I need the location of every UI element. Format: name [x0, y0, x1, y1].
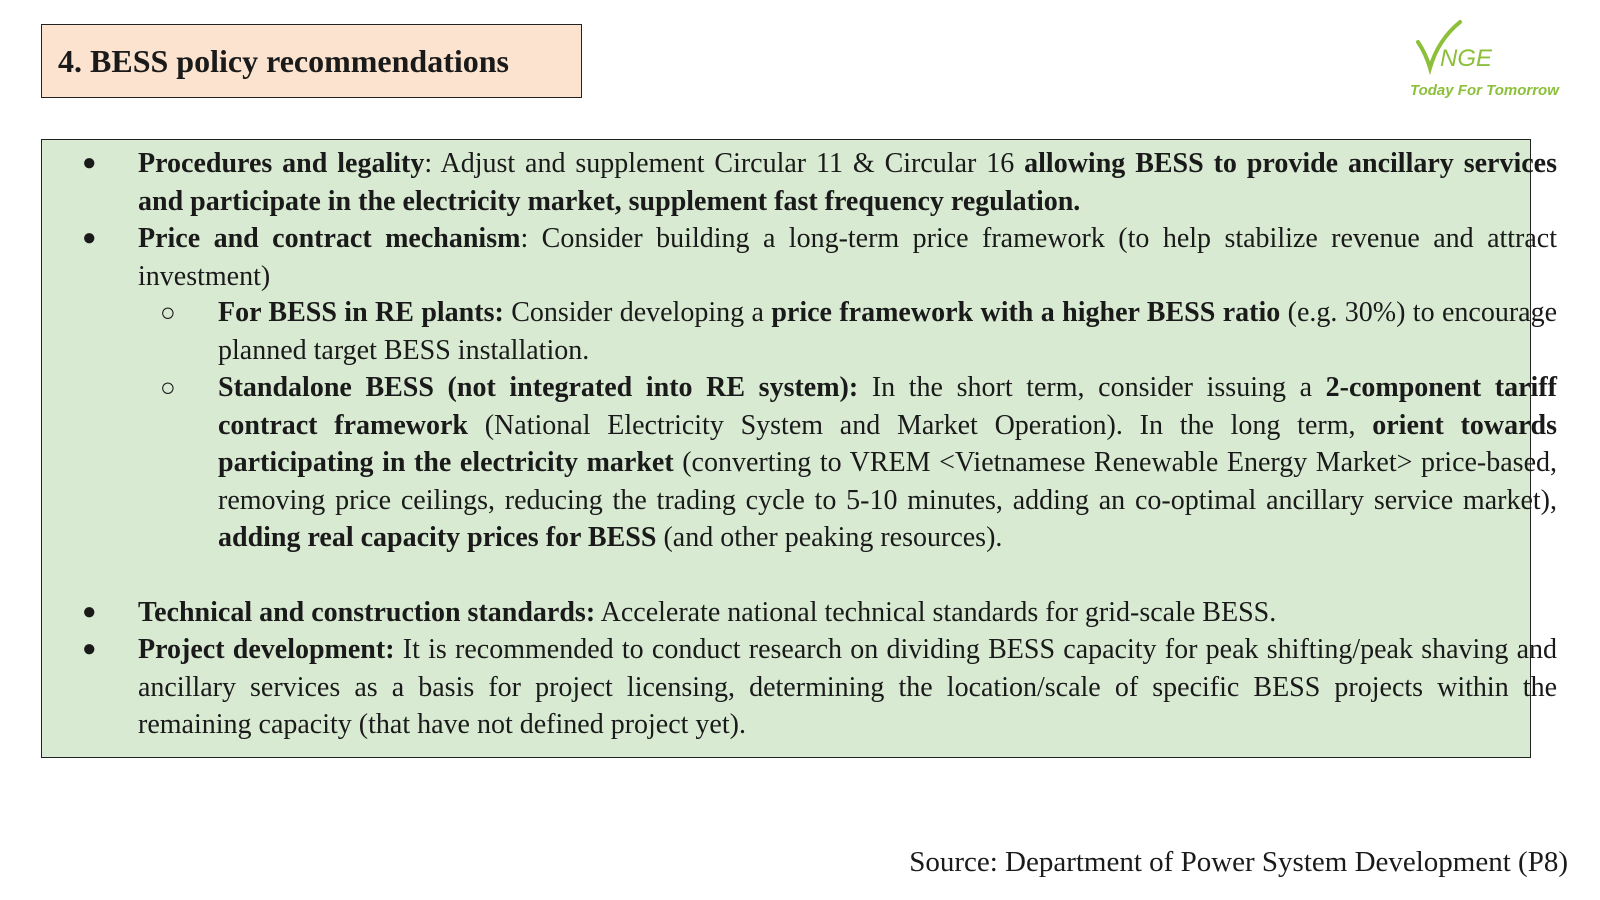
- list-item-price-contract: [82, 220, 1558, 295]
- item-emphasis: allowing BESS to provide ancillary services and participate in the electricity market, supplement fast frequency regulation.: [138, 148, 1557, 217]
- item-heading: Standalone BESS (not integrated into RE system):: [218, 372, 859, 403]
- item-emphasis: price framework with a higher BESS ratio: [771, 297, 1281, 328]
- sub-bullet-icon: ○: [160, 373, 176, 402]
- vnge-logo: [1408, 18, 1578, 108]
- item-text: Accelerate national technical standards for grid-scale BESS.: [595, 597, 1277, 628]
- bullet-icon: ●: [82, 225, 97, 251]
- logo-tagline: Today For Tomorrow: [1410, 82, 1559, 99]
- sub-item-standalone: [160, 369, 1557, 557]
- sub-bullet-icon: ○: [160, 298, 176, 327]
- sub-item-re-plants: [160, 294, 1558, 369]
- list-item-procedures: [82, 145, 1557, 220]
- item-text: : Consider building a long-term price framework (to help stabilize revenue and attract investment): [138, 223, 1558, 292]
- item-heading: Technical and construction standards:: [138, 597, 596, 628]
- item-text: (converting to VREM <Vietnamese Renewable Energy Market> price-based, removing price ceilings, reducing the trading cycle to 5-10 minutes, adding an co-optimal ancillary service market),: [218, 447, 1557, 516]
- bullet-icon: ●: [82, 636, 97, 662]
- item-emphasis: adding real capacity prices for BESS: [218, 522, 657, 553]
- slide-title-text: 4. BESS policy recommendations: [58, 42, 509, 79]
- item-heading: For BESS in RE plants:: [218, 297, 504, 328]
- recommendations-panel: [41, 139, 1558, 758]
- item-heading: Price and contract mechanism: [138, 223, 521, 254]
- bullet-icon: ●: [82, 599, 97, 625]
- item-text: (and other peaking resources).: [656, 522, 1003, 553]
- item-text: (e.g. 30%) to encourage planned target BESS installation.: [218, 297, 1558, 366]
- list-item-standards: [82, 594, 1557, 632]
- item-text: : Adjust and supplement Circular 11 & Circular 16: [424, 148, 1025, 179]
- svg-text:NGE: NGE: [1440, 45, 1493, 72]
- item-emphasis: orient towards participating in the electricity market: [218, 409, 1557, 478]
- source-citation: Source: Department of Power System Development (P8): [909, 846, 1568, 878]
- item-text: It is recommended to conduct research on dividing BESS capacity for peak shifting/peak shaving and ancillary services as a basis for project licensing, determining the location/scale of specific BESS projects within the remaining capacity (that have not defined project yet).: [138, 634, 1557, 740]
- bullet-icon: ●: [82, 150, 97, 176]
- vnge-logo-mark: [1408, 18, 1578, 80]
- item-heading: Procedures and legality: [138, 148, 425, 179]
- item-emphasis: 2-component tariff contract framework: [218, 372, 1557, 441]
- item-text: Consider developing a: [503, 297, 772, 328]
- item-text: (National Electricity System and Market Operation). In the long term,: [467, 409, 1373, 441]
- item-heading: Project development:: [138, 634, 395, 665]
- slide-title: [41, 24, 582, 98]
- item-text: In the short term, consider issuing a: [858, 372, 1326, 403]
- list-item-project-development: [82, 631, 1557, 744]
